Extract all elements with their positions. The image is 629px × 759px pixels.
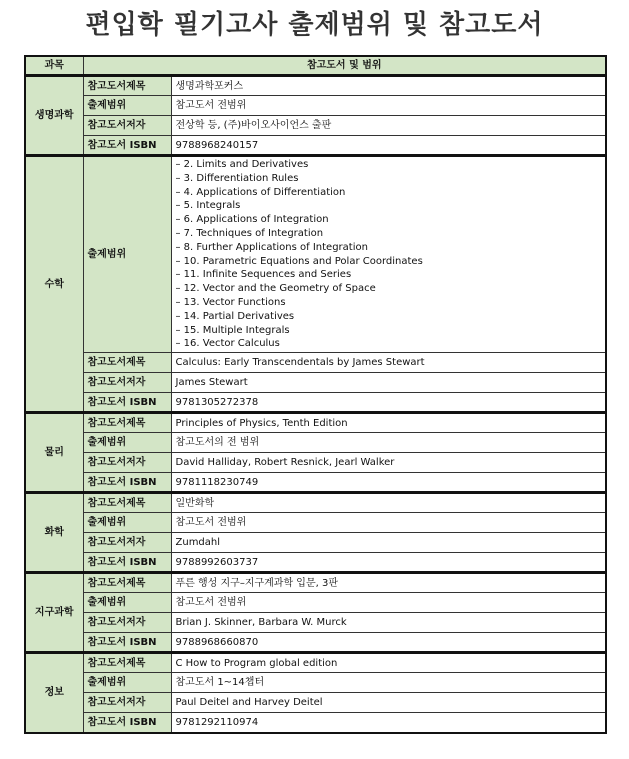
table-row bbox=[25, 573, 606, 593]
table-row bbox=[25, 613, 606, 633]
row-key: 참고도서저자 bbox=[83, 613, 171, 633]
row-key: 참고도서저자 bbox=[83, 693, 171, 713]
list-item: – 12. Vector and the Geometry of Space bbox=[175, 283, 376, 295]
row-value: 참고도서 1~14챕터 bbox=[171, 673, 606, 693]
row-value: Brian J. Skinner, Barbara W. Murck bbox=[171, 613, 606, 633]
table-row bbox=[25, 136, 606, 156]
row-value: C How to Program global edition bbox=[171, 653, 606, 673]
row-value: Principles of Physics, Tenth Edition bbox=[171, 413, 606, 433]
row-key: 출제범위 bbox=[83, 673, 171, 693]
row-key: 출제범위 bbox=[83, 156, 171, 353]
subject-cell: 정보 bbox=[25, 653, 83, 733]
page-title: 편입학 필기고사 출제범위 및 참고도서 bbox=[85, 10, 544, 40]
list-item: – 3. Differentiation Rules bbox=[175, 172, 299, 184]
row-value: 참고도서 전범위 bbox=[171, 593, 606, 613]
row-value: 참고도서의 전 범위 bbox=[171, 433, 606, 453]
subject-cell: 지구과학 bbox=[25, 573, 83, 653]
table-row bbox=[25, 653, 606, 673]
row-key: 참고도서 ISBN bbox=[83, 633, 171, 653]
list-item: – 16. Vector Calculus bbox=[175, 338, 280, 350]
table-header-row bbox=[25, 56, 606, 76]
row-value: 전상학 등, (주)바이오사이언스 출판 bbox=[171, 116, 606, 136]
row-key: 참고도서제목 bbox=[83, 413, 171, 433]
chapter-list bbox=[176, 157, 602, 352]
table-row bbox=[25, 116, 606, 136]
list-item: – 2. Limits and Derivatives bbox=[175, 159, 309, 170]
table-row bbox=[25, 353, 606, 373]
list-item: – 6. Applications of Integration bbox=[175, 214, 329, 226]
table-row bbox=[25, 593, 606, 613]
table-row bbox=[25, 393, 606, 413]
table-row bbox=[25, 553, 606, 573]
list-item: – 15. Multiple Integrals bbox=[175, 324, 290, 336]
row-key: 참고도서제목 bbox=[83, 653, 171, 673]
row-key: 출제범위 bbox=[83, 593, 171, 613]
row-key: 참고도서제목 bbox=[83, 76, 171, 96]
row-key: 참고도서저자 bbox=[83, 116, 171, 136]
row-key: 참고도서저자 bbox=[83, 533, 171, 553]
row-key: 참고도서제목 bbox=[83, 353, 171, 373]
list-item: – 10. Parametric Equations and Polar Coordinates bbox=[175, 255, 423, 267]
table-row bbox=[25, 433, 606, 453]
row-value: 9788992603737 bbox=[171, 553, 606, 573]
row-value: 참고도서 전범위 bbox=[171, 513, 606, 533]
row-value: Zumdahl bbox=[171, 533, 606, 553]
list-item: – 4. Applications of Differentiation bbox=[175, 186, 346, 198]
table-row bbox=[25, 473, 606, 493]
list-item: – 13. Vector Functions bbox=[175, 296, 286, 308]
subject-cell: 수학 bbox=[25, 156, 83, 413]
list-item: – 8. Further Applications of Integration bbox=[175, 241, 368, 253]
row-value: 9781292110974 bbox=[171, 713, 606, 733]
table-row bbox=[25, 673, 606, 693]
table-row bbox=[25, 156, 606, 353]
table-row bbox=[25, 533, 606, 553]
list-item: – 7. Techniques of Integration bbox=[175, 227, 324, 239]
list-item: – 14. Partial Derivatives bbox=[175, 310, 295, 322]
row-key: 출제범위 bbox=[83, 96, 171, 116]
row-key: 참고도서 ISBN bbox=[83, 136, 171, 156]
header-info: 참고도서 및 범위 bbox=[83, 56, 606, 76]
row-key: 참고도서저자 bbox=[83, 453, 171, 473]
table-row bbox=[25, 493, 606, 513]
subject-cell: 화학 bbox=[25, 493, 83, 573]
row-key: 출제범위 bbox=[83, 433, 171, 453]
row-key: 참고도서 ISBN bbox=[83, 713, 171, 733]
row-value: 일반화학 bbox=[171, 493, 606, 513]
row-value: 9781118230749 bbox=[171, 473, 606, 493]
row-value: 9788968240157 bbox=[171, 136, 606, 156]
row-key: 출제범위 bbox=[83, 513, 171, 533]
table-row bbox=[25, 96, 606, 116]
row-value: 푸른 행성 지구–지구계과학 입문, 3판 bbox=[171, 573, 606, 593]
subject-cell: 생명과학 bbox=[25, 76, 83, 156]
row-value: 9781305272378 bbox=[171, 393, 606, 413]
row-key: 참고도서제목 bbox=[83, 573, 171, 593]
header-subject: 과목 bbox=[25, 56, 83, 76]
row-value: James Stewart bbox=[171, 373, 606, 393]
table-row bbox=[25, 76, 606, 96]
table-row bbox=[25, 453, 606, 473]
row-value: 생명과학포커스 bbox=[171, 76, 606, 96]
table-row bbox=[25, 513, 606, 533]
row-key: 참고도서저자 bbox=[83, 373, 171, 393]
list-item: – 5. Integrals bbox=[175, 200, 241, 212]
table-row bbox=[25, 373, 606, 393]
row-value: Paul Deitel and Harvey Deitel bbox=[171, 693, 606, 713]
row-value: 9788968660870 bbox=[171, 633, 606, 653]
row-key: 참고도서 ISBN bbox=[83, 393, 171, 413]
row-value: Calculus: Early Transcendentals by James Stewart bbox=[171, 353, 606, 373]
table-row bbox=[25, 633, 606, 653]
table-row bbox=[25, 713, 606, 733]
row-key: 참고도서제목 bbox=[83, 493, 171, 513]
chapter-list-cell bbox=[171, 156, 606, 353]
row-value: 참고도서 전범위 bbox=[171, 96, 606, 116]
subject-cell: 물리 bbox=[25, 413, 83, 493]
row-key: 참고도서 ISBN bbox=[83, 553, 171, 573]
row-value: David Halliday, Robert Resnick, Jearl Walker bbox=[171, 453, 606, 473]
row-key: 참고도서 ISBN bbox=[83, 473, 171, 493]
exam-range-table bbox=[24, 55, 607, 734]
table-row bbox=[25, 693, 606, 713]
list-item: – 11. Infinite Sequences and Series bbox=[175, 269, 352, 281]
table-row bbox=[25, 413, 606, 433]
